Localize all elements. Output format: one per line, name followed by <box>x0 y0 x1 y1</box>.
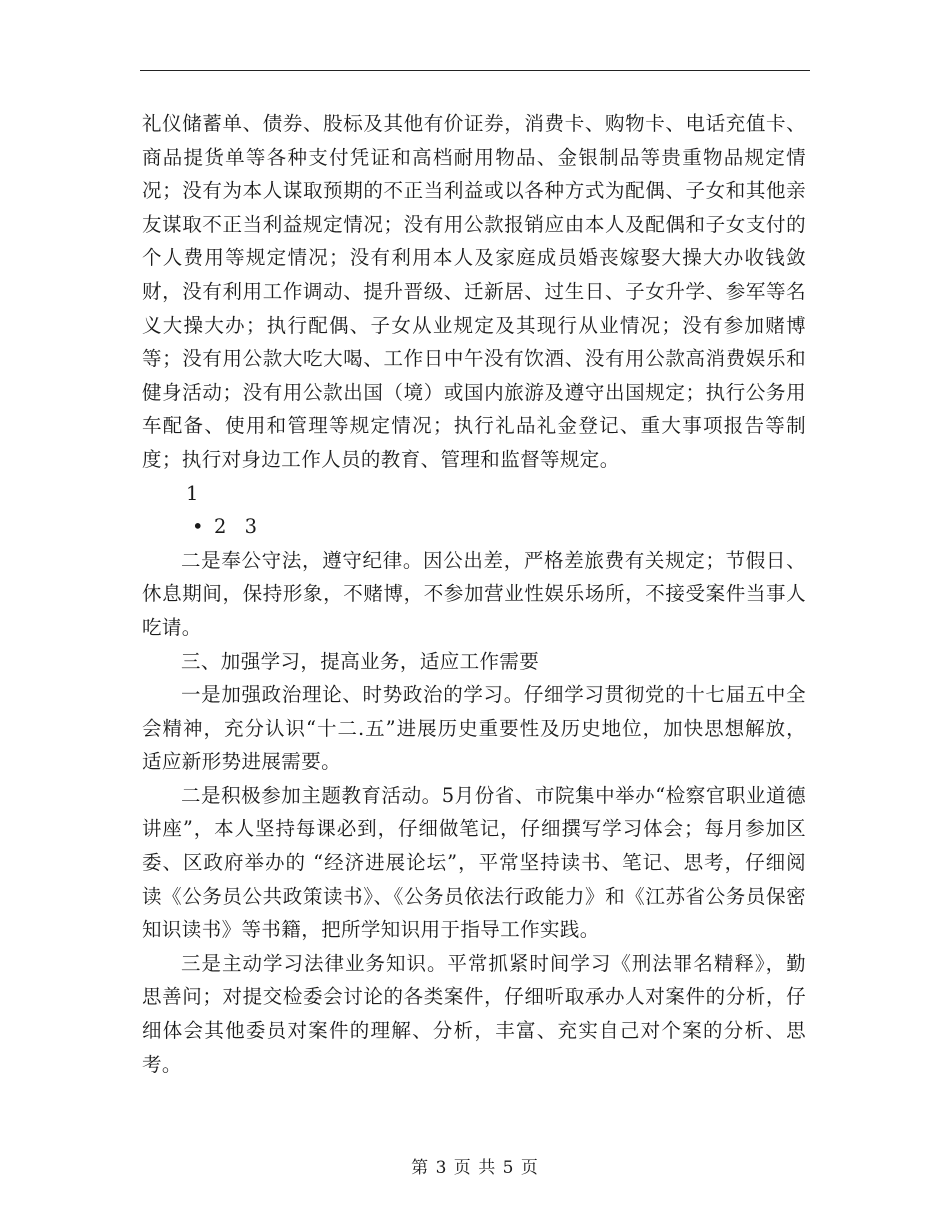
paragraph-integrity-rules: 礼仪储蓄单、债券、股标及其他有价证券，消费卡、购物卡、电话充值卡、商品提货单等各种支付凭证和高档耐用物品、金银制品等贵重物品规定情况；没有为本人谋取预期的不正当利益或以各种方式为配偶、子女和其他亲友谋取不正当利益规定情况；没有用公款报销应由本人及配偶和子女支付的个人费用等规定情况；没有利用本人及家庭成员婚丧嫁娶大操大办收钱敛财，没有利用工作调动、提升晋级、迁新居、过生日、子女升学、参军等名义大操大办；执行配偶、子女从业规定及其现行从业情况；没有参加赌博等；没有用公款大吃大喝、工作日中午没有饮酒、没有用公款高消费娱乐和健身活动；没有用公款出国（境）或国内旅游及遵守出国规定；执行公务用车配备、使用和管理等规定情况；执行礼品礼金登记、重大事项报告等制度；执行对身边工作人员的教育、管理和监督等规定。 <box>142 112 806 471</box>
bullet-dot: • <box>192 515 204 539</box>
bullet-line <box>142 510 806 544</box>
paragraph-theme-education: 二是积极参加主题教育活动。5月份省、市院集中举办“检察官职业道德讲座”，本人坚持每课必到，仔细做笔记，仔细撰写学习体会；每月参加区委、区政府举办的 “经济进展论坛”，平常坚持读书、笔记、思考，仔细阅读《公务员公共政策读书》、《公务员依法行政能力》和《江苏省公务员保密知识读书》等书籍，把所学知识用于指导工作实践。 <box>142 783 806 942</box>
paragraph-legal-knowledge: 三是主动学习法律业务知识。平常抓紧时间学习《刑法罪名精释》，勤思善问；对提交检委会讨论的各类案件，仔细听取承办人对案件的分析，仔细体会其他委员对案件的理解、分析，丰富、充实自己对个案的分析、思考。 <box>142 951 806 1076</box>
page-footer: 第 3 页 共 5 页 <box>411 1158 539 1178</box>
paragraph-political-theory: 一是加强政治理论、时势政治的学习。仔细学习贯彻党的十七届五中全会精神，充分认识“十二.五”进展历史重要性及历史地位，加快思想解放，适应新形势进展需要。 <box>142 683 806 774</box>
document-body <box>142 107 806 1081</box>
list-number: 1 <box>186 481 199 505</box>
paragraph-discipline: 二是奉公守法，遵守纪律。因公出差，严格差旅费有关规定；节假日、休息期间，保持形象，不赌博，不参加营业性娱乐场所，不接受案件当事人吃请。 <box>142 548 806 639</box>
header-rule <box>140 70 810 71</box>
section-heading-study: 三、加强学习，提高业务，适应工作需要 <box>181 649 540 673</box>
list-numbers: 2 3 <box>214 515 264 539</box>
